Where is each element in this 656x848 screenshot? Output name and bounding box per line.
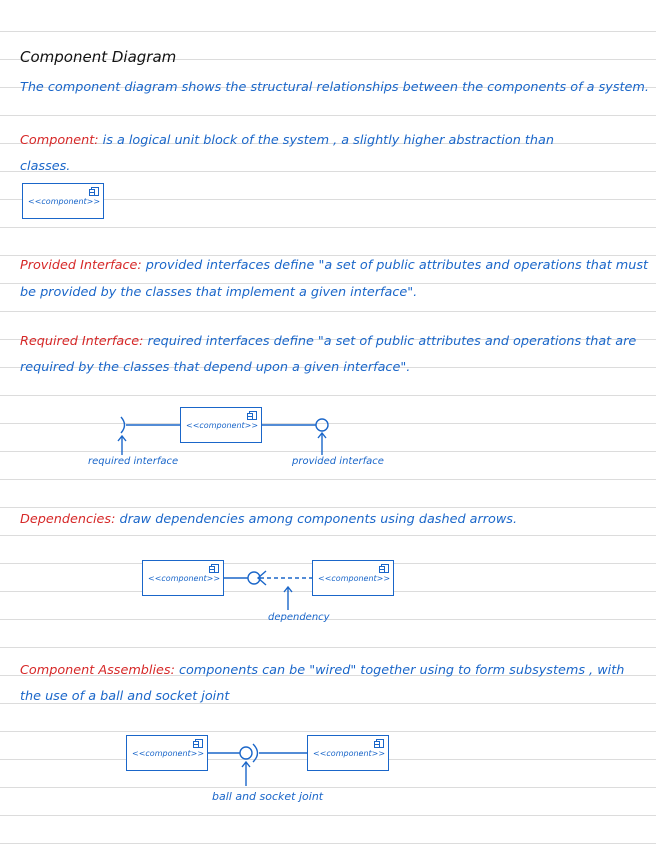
dependency-label: dependency [268,612,330,623]
component-term: Component: [20,133,99,148]
dependencies-term: Dependencies: [20,512,116,527]
interface-diagram-component-label: <<component>> [186,420,259,430]
required-interface-socket [121,417,180,433]
provided-text-line2: be provided by the classes that implement a given interface". [20,285,418,300]
provided-interface-label: provided interface [292,456,384,467]
dependency-left-label: <<component>> [148,573,221,583]
provided-text-line1: provided interfaces define "a set of public attributes and operations that must [141,258,649,273]
required-term: Required Interface: [20,334,144,349]
assembly-right-label: <<component>> [313,748,386,758]
component-text-line1: is a logical unit block of the system , a slightly higher abstraction than [98,133,554,148]
required-interface-label: required interface [88,456,179,467]
dependency-label-arrow [284,587,292,610]
dependency-right-label: <<component>> [318,573,391,583]
provided-interface-ball [262,419,328,431]
provided-term: Provided Interface: [20,258,142,273]
assemblies-term: Component Assemblies: [20,663,175,678]
assemblies-text-line2: the use of a ball and socket joint [20,689,230,704]
ball-socket-label: ball and socket joint [212,790,324,803]
required-text-line2: required by the classes that depend upon a given interface". [20,360,411,375]
dependencies-text: draw dependencies among components using dashed arrows. [115,512,518,527]
ball-socket-connector [208,744,307,762]
dependency-connector [224,571,312,585]
interface-label-arrows [118,433,326,455]
assembly-left-label: <<component>> [132,748,205,758]
component-text-line2: classes. [20,159,71,174]
ball-socket-label-arrow [242,762,250,786]
required-text-line1: required interfaces define "a set of public attributes and operations that are [143,334,637,349]
page-title: Component Diagram [20,48,177,66]
assemblies-text-line1: components can be "wired" together using to form subsystems , with [174,663,625,678]
component-example-label: <<component>> [28,196,101,206]
intro-text: The component diagram shows the structural relationships between the components of a system. [20,80,649,95]
